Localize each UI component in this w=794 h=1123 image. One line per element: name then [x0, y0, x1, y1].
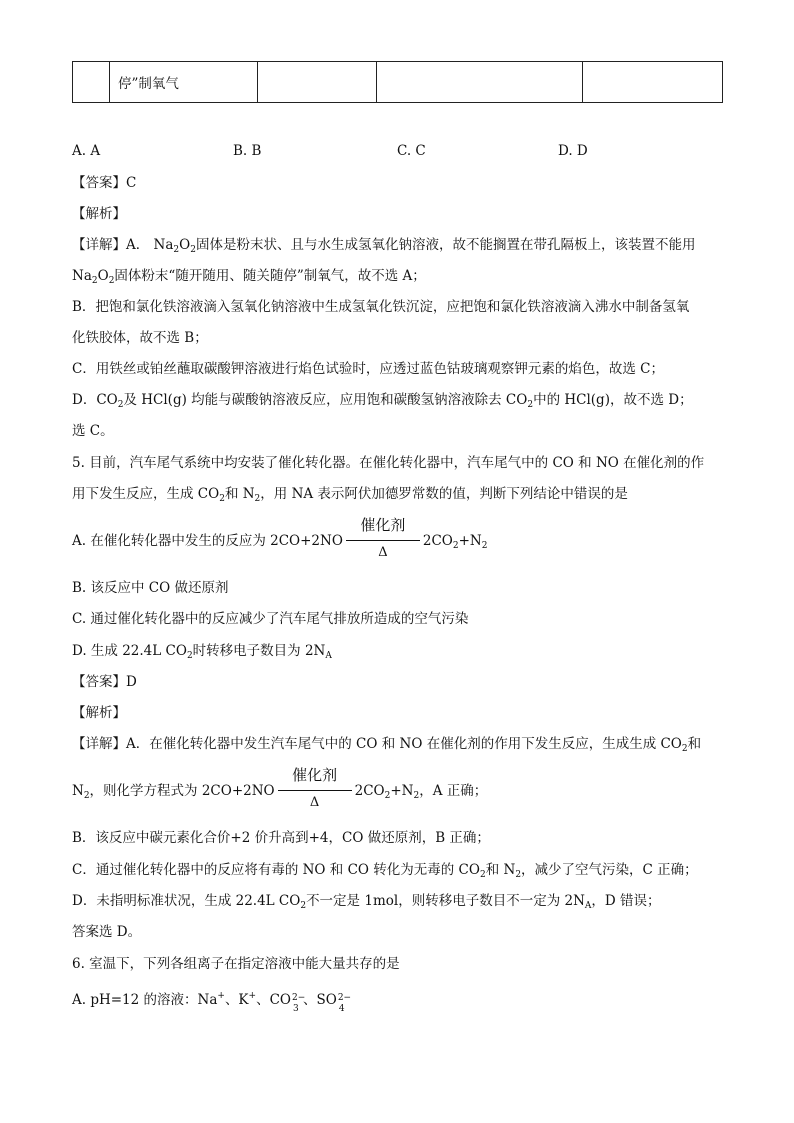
charge: 2− [337, 993, 352, 1003]
subscript: 2 [117, 400, 124, 410]
text: A. 在催化转化器中发生的反应为 2CO+2NO [72, 533, 343, 549]
subscript: 2 [413, 791, 420, 801]
text: O [97, 268, 109, 284]
subscript: 2 [681, 744, 688, 754]
table-cell [258, 62, 377, 103]
charge: 2− [291, 993, 306, 1003]
subscript: 2 [83, 791, 90, 801]
table-row [73, 62, 723, 103]
ion-charge [291, 991, 306, 1014]
text: 、K [224, 992, 249, 1008]
q5-detail-d [72, 892, 661, 910]
q5-detail-b: B．该反应中碳元素化合价+2 价升高到+4，CO 做还原剂，B 正确； [72, 830, 490, 846]
subscript: 4 [338, 1004, 345, 1014]
subscript: 2 [384, 791, 391, 801]
subscript: 2 [479, 870, 486, 880]
q6-option-a [72, 991, 352, 1014]
subscript: 2 [300, 901, 307, 911]
text: A. pH=12 的溶液：Na [72, 992, 218, 1008]
option-d: D. D [558, 143, 588, 159]
q5-detail-c [72, 861, 698, 879]
option-b: B. B [233, 143, 262, 159]
q5-detail-a-line2 [72, 766, 488, 810]
text: 和 N [224, 486, 255, 502]
subscript: 2 [254, 494, 261, 504]
text: 【详解】A．在催化转化器中发生汽车尾气中的 CO 和 NO 在催化剂的作用下发生反应，生成生成 CO [72, 736, 682, 752]
subscript: A [325, 651, 332, 661]
subscript: 2 [481, 541, 488, 551]
table-cell [73, 62, 110, 103]
subscript: 2 [515, 870, 522, 880]
text: D. 生成 22.4L CO [72, 643, 187, 659]
q4-analysis-label: 【解析】 [72, 206, 126, 222]
ion-charge [337, 991, 352, 1014]
q6-stem: 6. 室温下，下列各组离子在指定溶液中能大量共存的是 [72, 956, 400, 972]
q4-detail-end: 选 C。 [72, 423, 114, 439]
reaction-condition [344, 516, 422, 560]
text: 用下发生反应，生成 CO [72, 486, 220, 502]
q5-option-a [72, 516, 488, 560]
subscript: 2 [190, 245, 196, 255]
q4-detail-a-line2 [72, 267, 426, 285]
reaction-arrow-line [346, 540, 420, 541]
q5-stem-line2 [72, 485, 628, 503]
text: Na [72, 268, 92, 284]
option-c: C. C [397, 143, 426, 159]
analysis-text: 解析 [85, 206, 113, 222]
option-a: A. A [72, 143, 101, 159]
q4-options [72, 143, 722, 161]
reaction-arrow-line [278, 790, 352, 791]
text: D．未指明标准状况，生成 22.4L CO [72, 893, 301, 909]
text: 和 [687, 736, 702, 752]
text: 固体粉末“随开随用、随关随停”制氧气，故不选 A； [114, 268, 426, 284]
text: 2CO [422, 533, 453, 549]
q4-detail-b-line2: 化铁胶体，故不选 B； [72, 330, 208, 346]
text: 、CO [256, 992, 291, 1008]
text: 2CO [354, 783, 385, 799]
q4-detail-b-line1: B．把饱和氯化铁溶液滴入氢氧化钠溶液中生成氢氧化铁沉淀，应把饱和氯化铁溶液滴入沸水中制备氢氧 [72, 299, 690, 315]
table-cell: 停”制氧气 [110, 62, 258, 103]
q5-option-b: B. 该反应中 CO 做还原剂 [72, 580, 229, 596]
text: +N [390, 783, 414, 799]
table-cell [583, 62, 723, 103]
text: 、SO [302, 992, 337, 1008]
text: 固体是粉末状、且与水生成氢氧化钠溶液，故不能搁置在带孔隔板上，该装置不能用 [195, 237, 696, 253]
subscript: 3 [292, 1004, 299, 1014]
text: 及 HCl(g) 均能与碳酸钠溶液反应，应用饱和碳酸氢钠溶液除去 CO [123, 392, 528, 408]
subscript: 2 [108, 276, 115, 286]
q4-answer: 【答案】C [72, 175, 137, 191]
text: 不一定是 1mol，则转移电子数目不一定为 2N [306, 893, 585, 909]
subscript: 2 [219, 494, 225, 504]
q4-detail-c: C．用铁丝或铂丝蘸取碳酸钾溶液进行焰色试验时，应透过蓝色钴玻璃观察钾元素的焰色，故选 C； [72, 361, 664, 377]
q5-analysis-label: 【解析】 [72, 705, 126, 721]
catalyst-label: 催化剂 [360, 516, 406, 534]
subscript: 2 [91, 276, 98, 286]
reaction-condition [276, 766, 354, 810]
text: +N [458, 533, 482, 549]
subscript: 2 [173, 245, 180, 255]
text: D．CO [72, 392, 118, 408]
q4-detail-a-line1 [72, 236, 695, 254]
heat-symbol: Δ [378, 545, 388, 560]
heat-symbol: Δ [309, 795, 320, 810]
table-continuation [72, 61, 723, 103]
text: 时转移电子数目为 2N [192, 643, 326, 659]
q5-answer: 【答案】D [72, 674, 137, 690]
superscript: + [248, 991, 257, 1001]
q5-detail-a-line1 [72, 735, 701, 753]
text: C．通过催化转化器中的反应将有毒的 NO 和 CO 转化为无毒的 CO [72, 862, 480, 878]
subscript: 2 [452, 541, 459, 551]
subscript: 2 [186, 651, 193, 661]
q4-detail-d [72, 391, 693, 409]
text: ，用 NA 表示阿伏加德罗常数的值，判断下列结论中错误的是 [260, 486, 628, 502]
superscript: + [217, 991, 225, 1001]
subscript: A [584, 901, 592, 911]
analysis-text: 解析 [85, 705, 113, 721]
text: 中的 HCl(g)，故不选 D； [533, 392, 693, 408]
q5-option-d [72, 642, 332, 660]
table-cell [377, 62, 583, 103]
text: 和 N [485, 862, 516, 878]
text: O [179, 237, 191, 253]
text: ，则化学方程式为 2CO+2NO [89, 783, 275, 799]
q5-option-c: C. 通过催化转化器中的反应减少了汽车尾气排放所造成的空气污染 [72, 611, 469, 627]
q5-stem-line1: 5. 目前，汽车尾气系统中均安装了催化转化器。在催化转化器中，汽车尾气中的 CO 和 NO 在催化剂的作 [72, 455, 705, 471]
text: ，A 正确； [419, 783, 488, 799]
subscript: 2 [527, 400, 534, 410]
text: ，D 错误； [591, 893, 661, 909]
text: ，减少了空气污染，C 正确； [521, 862, 698, 878]
catalyst-label: 催化剂 [292, 766, 338, 784]
text: 【详解】A． Na [72, 237, 174, 253]
q5-detail-end: 答案选 D。 [72, 924, 142, 940]
text: N [72, 783, 84, 799]
